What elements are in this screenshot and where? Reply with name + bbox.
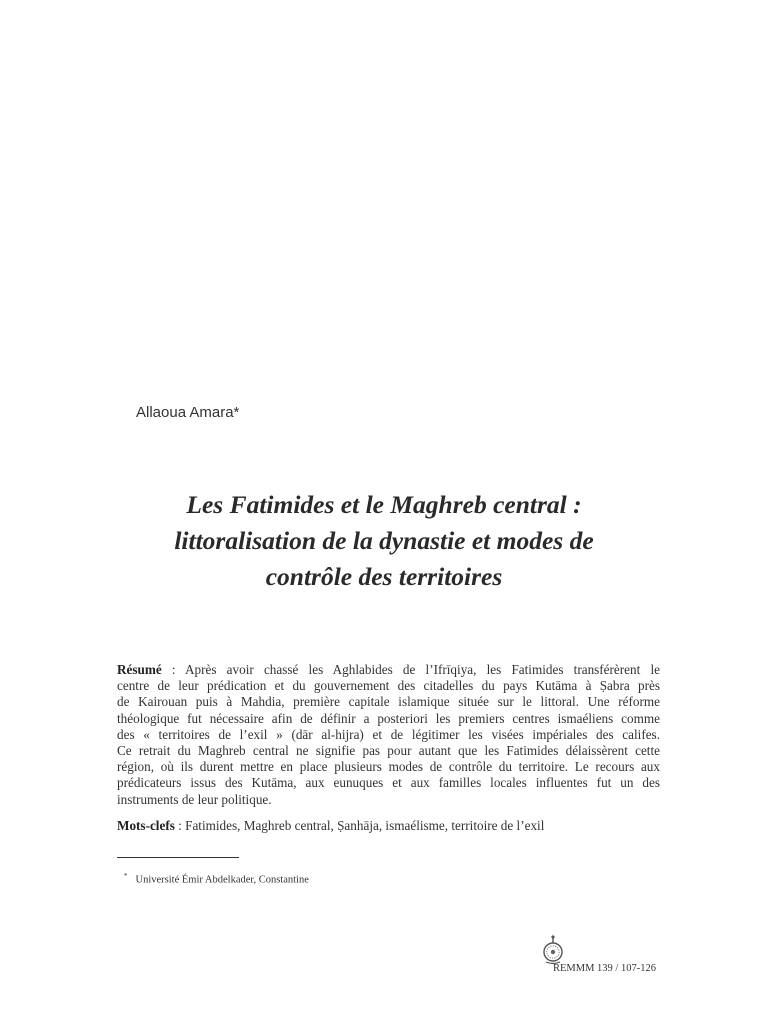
- abstract: [117, 662, 660, 808]
- abstract-line: de Kairouan puis à Mahdia, première capitale islamique située sur le littoral. Une réforme: [117, 694, 660, 710]
- article-title: [100, 487, 668, 595]
- footnote-marker: *: [124, 872, 128, 880]
- keywords: [117, 818, 544, 834]
- title-line: littoralisation de la dynastie et modes de: [174, 526, 594, 555]
- journal-emblem-icon: [541, 934, 565, 966]
- keywords-text: : Fatimides, Maghreb central, Ṣanhāja, ismaélisme, territoire de l’exil: [174, 818, 545, 833]
- abstract-line: Résumé : Après avoir chassé les Aghlabides de l’Ifrīqiya, les Fatimides transférèrent le: [117, 662, 660, 677]
- footnote: [124, 872, 309, 886]
- footnote-divider: [117, 857, 239, 858]
- abstract-line: instruments de leur politique.: [117, 791, 272, 807]
- footnote-text: Université Émir Abdelkader, Constantine: [135, 874, 309, 886]
- author-name: Allaoua Amara*: [136, 404, 240, 421]
- abstract-line: des « territoires de l’exil » (dār al-hijra) et de légitimer les visées impériales des califes.: [117, 726, 660, 742]
- abstract-line: centre de leur prédication et du gouvernement des citadelles du pays Kutāma à Ṣabra près: [117, 678, 660, 694]
- abstract-line: Ce retrait du Maghreb central ne signifie pas pour autant que les Fatimides délaissèrent cette: [117, 743, 660, 759]
- abstract-line: région, où ils durent mettre en place plusieurs modes de contrôle du territoire. Le recours aux: [117, 759, 660, 775]
- abstract-label: Résumé: [117, 662, 162, 677]
- title-line: contrôle des territoires: [265, 562, 503, 591]
- abstract-line: prédicateurs issus des Kutāma, aux eunuques et aux familles locales influentes fut un des: [117, 775, 660, 791]
- journal-reference: REMMM 139 / 107-126: [553, 963, 656, 974]
- abstract-line: théologique fut nécessaire afin de définir a posteriori les premiers centres ismaéliens comme: [117, 710, 660, 726]
- title-line: Les Fatimides et le Maghreb central :: [186, 490, 582, 519]
- keywords-label: Mots-clefs: [117, 818, 175, 833]
